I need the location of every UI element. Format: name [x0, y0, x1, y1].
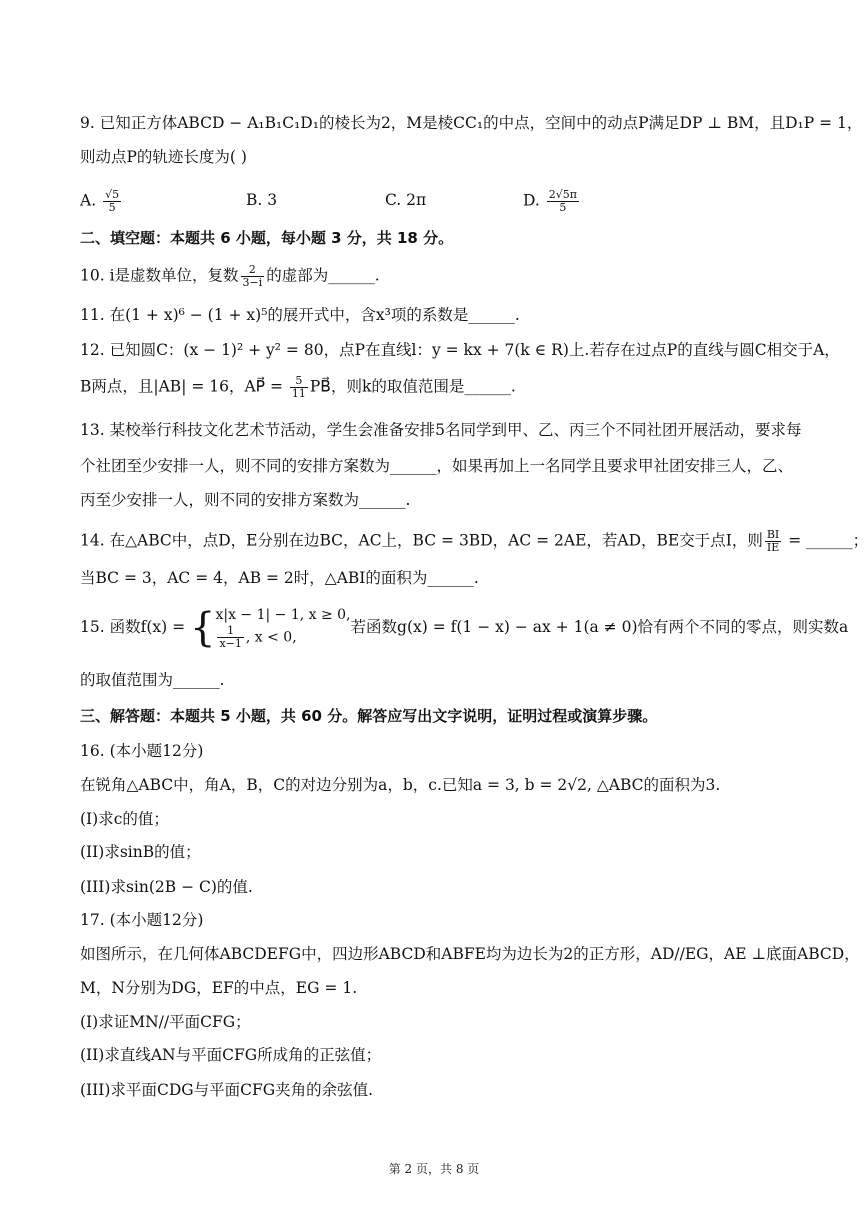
- q13-line1: 13. 某校举行科技文化艺术节活动，学生会准备安排5名同学到甲、乙、丙三个不同社团开展活动，要求每: [80, 421, 802, 439]
- q14-fraction: $\frac{BI}{IE}$: [766, 528, 780, 554]
- q12-line2: B两点，且|AB| = 16，AP⃗ = $\frac{5}{11}$ PB⃗，则k的取值范围是______.: [80, 374, 516, 400]
- q10: 10. i是虚数单位，复数 $\frac{2}{3-i}$ 的虚部为______.: [80, 263, 380, 289]
- q17-part1: (I)求证MN//平面CFG；: [80, 1013, 251, 1031]
- q17-part3: (III)求平面CDG与平面CFG夹角的余弦值.: [80, 1081, 374, 1099]
- q16-part1: (I)求c的值；: [80, 810, 169, 828]
- q15-line1: 15. 函数f(x) = { x|x − 1| − 1, x ≥ 0, $\frac{1}{x-1}$ , x < 0, 若函数g(x) = f(1 − x) − ax + 1(a ≠ 0)恰有两个不同的零点，则实数a: [80, 605, 849, 651]
- q12-line1: 12. 已知圆C：(x − 1)² + y² = 80，点P在直线l：y = kx + 7(k ∈ R)上.若存在过点P的直线与圆C相交于A，: [80, 341, 840, 359]
- choice-d: D. $\frac{2√5\pi}{5}$: [523, 188, 577, 214]
- q16-part2: (II)求sinB的值；: [80, 843, 201, 861]
- q9-line2: 则动点P的轨迹长度为( ): [80, 148, 247, 166]
- q13-line2: 个社团至少安排一人，则不同的安排方案数为______，如果再加上一名同学且要求甲社团安排三人，乙、: [80, 457, 794, 475]
- q11: 11. 在(1 + x)⁶ − (1 + x)⁵的展开式中，含x³项的系数是______.: [80, 306, 520, 324]
- page-footer: 第 2 页，共 8 页: [388, 1162, 480, 1176]
- section3-title: 三、解答题：本题共 5 小题，共 60 分。解答应写出文字说明，证明过程或演算步骤。: [80, 707, 658, 725]
- q17-body2: M，N分别为DG，EF的中点，EG = 1.: [80, 979, 358, 997]
- q12-fraction: $\frac{5}{11}$: [291, 374, 306, 400]
- q9-line1: 9. 已知正方体ABCD − A₁B₁C₁D₁的棱长为2，M是棱CC₁的中点，空间中的动点P满足DP ⊥ BM，且D₁P = 1，: [80, 114, 863, 132]
- q14-line1: 14. 在△ABC中，点D，E分别在边BC，AC上，BC = 3BD，AC = 2AE，若AD，BE交于点I，则 $\frac{BI}{IE}$ = ______；: [80, 528, 868, 554]
- choice-c: C. 2π: [385, 191, 427, 209]
- q13-line3: 丙至少安排一人，则不同的安排方案数为______.: [80, 491, 411, 509]
- q16-body: 在锐角△ABC中，角A，B，C的对边分别为a，b，c.已知a = 3, b = 2√2, △ABC的面积为3.: [80, 776, 721, 794]
- q15-line2: 的取值范围为______.: [80, 671, 225, 689]
- choice-a-fraction: $\frac{√5}{5}$: [105, 188, 120, 214]
- choice-d-fraction: $\frac{2√5\pi}{5}$: [548, 188, 577, 214]
- q9-choices: [80, 183, 820, 223]
- q16-part3: (III)求sin(2B − C)的值.: [80, 878, 253, 896]
- q15-case2-fraction: $\frac{1}{x-1}$: [219, 624, 242, 650]
- q15-cases: x|x − 1| − 1, x ≥ 0, $\frac{1}{x-1}$ , x < 0,: [215, 607, 351, 650]
- brace: {: [190, 605, 216, 651]
- q17-header: 17. (本小题12分): [80, 911, 204, 929]
- q16-header: 16. (本小题12分): [80, 742, 204, 760]
- q10-fraction: $\frac{2}{3-i}$: [242, 263, 263, 289]
- choice-b: B. 3: [246, 191, 278, 209]
- q17-body1: 如图所示，在几何体ABCDEFG中，四边形ABCD和ABFE均为边长为2的正方形，AD//EG，AE ⊥底面ABCD，: [80, 945, 860, 963]
- section2-title: 二、填空题：本题共 6 小题，每小题 3 分，共 18 分。: [80, 229, 454, 247]
- q17-part2: (II)求直线AN与平面CFG所成角的正弦值；: [80, 1046, 382, 1064]
- q14-line2: 当BC = 3，AC = 4，AB = 2时，△ABI的面积为______.: [80, 569, 479, 587]
- choice-a: A. $\frac{√5}{5}$: [80, 188, 120, 214]
